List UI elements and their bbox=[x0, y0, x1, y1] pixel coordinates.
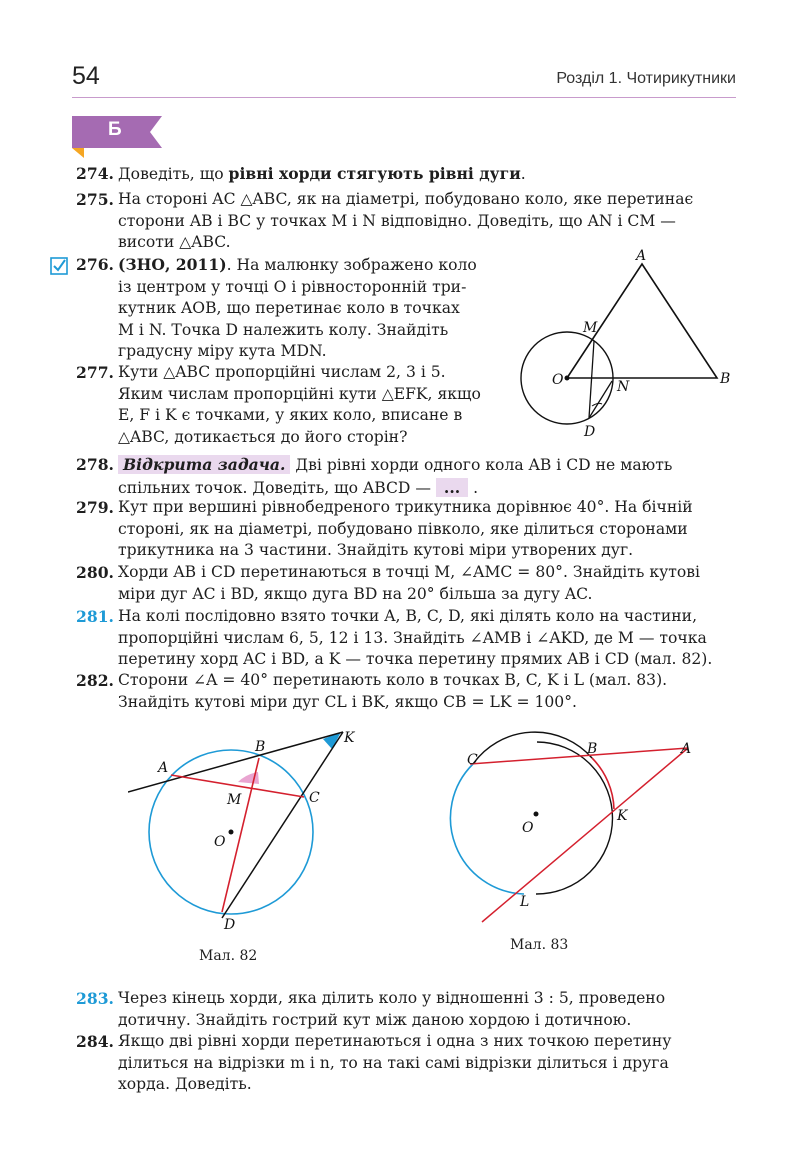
label-D: D bbox=[224, 917, 236, 933]
page-number: 54 bbox=[72, 62, 100, 90]
figure-83 bbox=[440, 722, 710, 942]
source-label: (ЗНО, 2011) bbox=[118, 255, 227, 274]
line: Через кінець хорди, яка ділить коло у відношенні 3 : 5, проведено bbox=[118, 989, 666, 1007]
problem-281 bbox=[76, 606, 742, 668]
line: дотичну. Знайдіть гострий кут між даною хордою і дотичною. bbox=[118, 1010, 632, 1029]
text: . bbox=[520, 165, 526, 183]
figure-276 bbox=[510, 244, 750, 444]
problem-280 bbox=[76, 562, 742, 603]
open-task-badge: Відкрита задача. bbox=[118, 455, 290, 474]
label-M: M bbox=[583, 320, 598, 336]
problem-number: 283. bbox=[76, 989, 114, 1008]
problem-276 bbox=[76, 254, 508, 360]
problem-number: 282. bbox=[76, 671, 114, 690]
label-B: B bbox=[255, 739, 266, 755]
problem-number: 280. bbox=[76, 563, 114, 582]
problem-number: 276. bbox=[76, 255, 114, 274]
line: висоти △ABC. bbox=[118, 233, 231, 251]
figure-83-caption: Мал. 83 bbox=[510, 937, 569, 953]
line: кутник AOB, що перетинає коло в точках bbox=[118, 299, 460, 317]
label-B: B bbox=[587, 741, 598, 757]
running-head: Розділ 1. Чотирикутники bbox=[556, 70, 736, 87]
line: пропорційні числам 6, 5, 12 і 13. Знайдіть ∠AMB і ∠AKD, де M — точка bbox=[118, 628, 707, 647]
checkbox-icon bbox=[50, 257, 68, 275]
label-B: B bbox=[720, 371, 731, 387]
line: трикутника на 3 частини. Знайдіть кутові міри утворених дуг. bbox=[118, 541, 634, 559]
line: E, F і K є точками, у яких коло, вписане в bbox=[118, 406, 463, 424]
line: сторони AB і BC у точках M і N відповідно. Доведіть, що AN і CM — bbox=[118, 211, 676, 230]
line: Сторони ∠A = 40° перетинають коло в точках B, C, K і L (мал. 83). bbox=[118, 671, 668, 689]
line: Кути △ABC пропорційні числам 2, 3 і 5. bbox=[118, 363, 446, 381]
text: Доведіть, що bbox=[118, 165, 229, 183]
label-A: A bbox=[636, 248, 647, 264]
label-C: C bbox=[309, 790, 320, 806]
problem-274 bbox=[76, 163, 742, 186]
problem-number: 284. bbox=[76, 1032, 114, 1051]
label-K: K bbox=[617, 808, 628, 824]
line: ділиться на відрізки m і n, то на такі самі відрізки ділиться і друга bbox=[118, 1053, 669, 1072]
figure-82 bbox=[128, 722, 378, 952]
label-M: M bbox=[227, 792, 242, 808]
line: Яким числам пропорційні кути △EFK, якщо bbox=[118, 384, 481, 403]
problem-number: 278. bbox=[76, 455, 114, 474]
label-D: D bbox=[584, 424, 596, 440]
problem-275 bbox=[76, 189, 742, 251]
line bbox=[118, 454, 742, 477]
figure-82-caption: Мал. 82 bbox=[199, 948, 258, 964]
text: Дві рівні хорди одного кола AB і CD не мають bbox=[290, 456, 673, 474]
text: . На малюнку зображено коло bbox=[226, 256, 477, 274]
line: із центром у точці O і рівносторонній три- bbox=[118, 277, 467, 296]
line: На стороні AC △ABC, як на діаметрі, побудовано коло, яке перетинає bbox=[118, 190, 694, 208]
problem-282 bbox=[76, 670, 742, 711]
problem-number: 277. bbox=[76, 363, 114, 382]
line bbox=[118, 254, 508, 277]
label-A: A bbox=[681, 741, 692, 757]
problem-number: 279. bbox=[76, 498, 114, 517]
problem-number: 281. bbox=[76, 607, 114, 626]
line: міри дуг AC і BD, якщо дуга BD на 20° більша за дугу AC. bbox=[118, 584, 593, 603]
line: Якщо дві рівні хорди перетинаються і одна з них точкою перетину bbox=[118, 1032, 672, 1050]
label-L: L bbox=[520, 894, 530, 910]
line: На колі послідовно взято точки A, B, C, D, які ділять коло на частини, bbox=[118, 607, 698, 625]
line: Хорди AB і CD перетинаються в точці M, ∠AMC = 80°. Знайдіть кутові bbox=[118, 563, 701, 581]
line: хорда. Доведіть. bbox=[118, 1075, 252, 1093]
label-K: K bbox=[344, 730, 355, 746]
line: Знайдіть кутові міри дуг CL і BK, якщо CB = LK = 100°. bbox=[118, 692, 577, 711]
header-divider bbox=[72, 97, 736, 98]
line: Кут при вершині рівнобедреного трикутника дорівнює 40°. На бічній bbox=[118, 498, 693, 516]
text: . bbox=[468, 478, 479, 497]
label-O: O bbox=[214, 834, 226, 850]
bold-text: рівні хорди стягують рівні дуги bbox=[228, 164, 521, 183]
label-C: C bbox=[467, 752, 478, 768]
label-N: N bbox=[617, 379, 630, 395]
line: стороні, як на діаметрі, побудовано півколо, яке ділиться сторонами bbox=[118, 519, 688, 538]
line: M і N. Точка D належить колу. Знайдіть bbox=[118, 320, 449, 339]
level-label: Б bbox=[108, 119, 122, 140]
problem-number: 275. bbox=[76, 190, 114, 209]
label-O: O bbox=[552, 372, 564, 388]
line: градусну міру кута MDN. bbox=[118, 342, 327, 360]
label-A: A bbox=[158, 760, 169, 776]
problem-number: 274. bbox=[76, 164, 114, 183]
label-O: O bbox=[522, 820, 534, 836]
blank-placeholder: ... bbox=[436, 478, 468, 497]
line: △ABC, дотикається до його сторін? bbox=[118, 427, 408, 446]
problem-277 bbox=[76, 362, 508, 446]
problem-278 bbox=[76, 454, 742, 497]
text: спільних точок. Доведіть, що ABCD — bbox=[118, 478, 436, 497]
problem-279 bbox=[76, 497, 742, 559]
line bbox=[118, 477, 742, 500]
problem-284 bbox=[76, 1031, 742, 1093]
problem-283 bbox=[76, 988, 742, 1029]
line: перетину хорд AC і BD, а K — точка перетину прямих AB і CD (мал. 82). bbox=[118, 650, 713, 668]
